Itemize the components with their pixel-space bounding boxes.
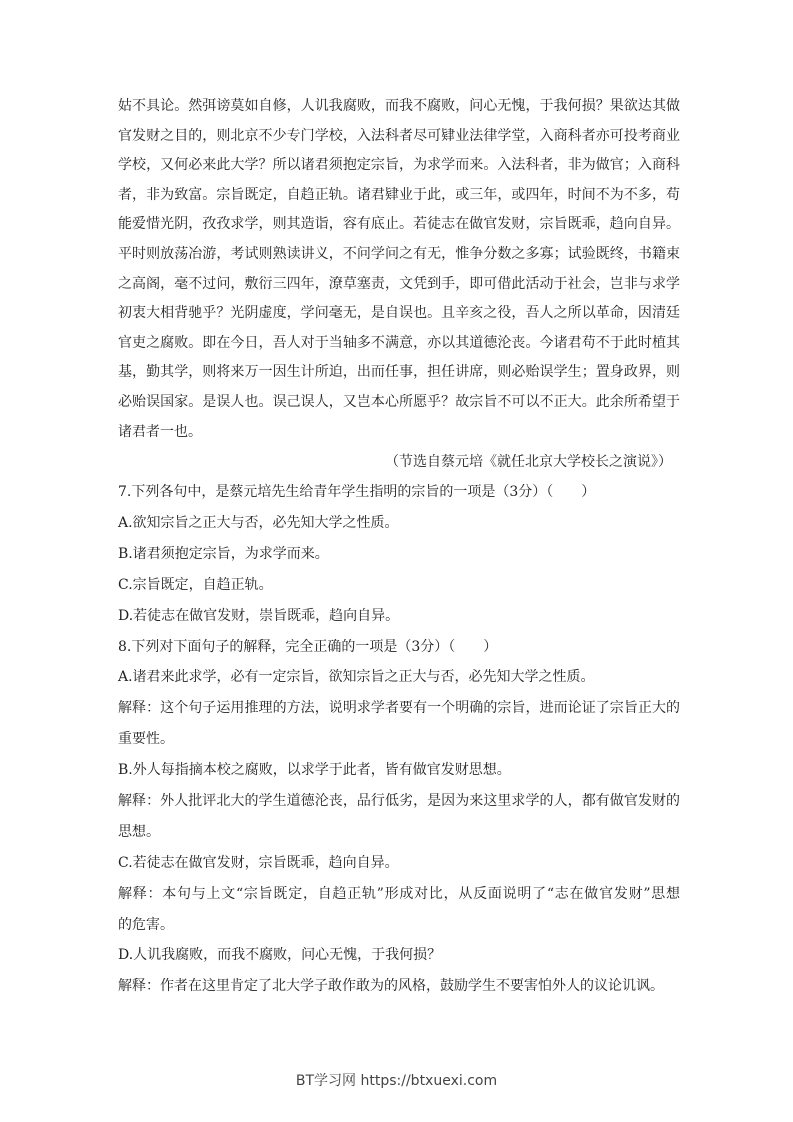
passage-source: （节选自蔡元培《就任北京大学校长之演说》） [385, 454, 672, 471]
passage-line: 者，非为致富。宗旨既定，自趋正轨。诸君肄业于此，或三年，或四年，时间不为不多，苟 [118, 186, 680, 203]
explanation: 解释：本句与上文“宗旨既定，自趋正轨”形成对比，从反面说明了“志在做官发财”思想 [118, 885, 680, 902]
passage-line: 平时则放荡冶游，考试则熟读讲义，不问学问之有无，惟争分数之多寡；试验既终，书籍束 [118, 245, 680, 262]
explanation: 重要性。 [118, 731, 174, 748]
passage-line: 初衷大相背驰乎？光阴虚度，学问毫无，是自误也。且辛亥之役，吾人之所以革命，因清廷 [118, 305, 680, 322]
footer-watermark: BT学习网 https://btxuexi.com [295, 1073, 498, 1089]
explanation: 的危害。 [118, 916, 174, 933]
explanation: 思想。 [118, 823, 160, 840]
option-d: D.若徒志在做官发财，崇旨既乖，趋向自异。 [118, 607, 400, 624]
passage-line: 官吏之腐败。即在今日，吾人对于当轴多不满意，亦以其道德沦丧。今诸君苟不于此时植其 [118, 334, 680, 351]
passage-line: 之高阁，毫不过问，敷衍三四年，潦草塞责，文凭到手，即可借此活动于社会，岂非与求学 [118, 275, 680, 292]
explanation: 解释：这个句子运用推理的方法，说明求学者要有一个明确的宗旨，进而论证了宗旨正大的 [118, 700, 680, 717]
passage [118, 92, 680, 447]
passage-line: 学校，又何必来此大学？所以诸君须抱定宗旨，为求学而来。入法科者，非为做官；入商科 [118, 157, 680, 174]
document-body [118, 92, 680, 1002]
option-d: D.人讥我腐败，而我不腐败，问心无愧，于我何损？ [118, 947, 442, 964]
option-b: B.外人每指摘本校之腐败，以求学于此者，皆有做官发财思想。 [118, 762, 511, 779]
option-a: A.欲知宗旨之正大与否，必先知大学之性质。 [118, 515, 399, 532]
explanation: 解释：外人批评北大的学生道德沦丧，品行低劣，是因为来这里求学的人，都有做官发财的 [118, 793, 680, 810]
passage-line: 诸君者一也。 [118, 423, 202, 440]
passage-line: 能爱惜光阴，孜孜求学，则其造诣，容有底止。若徒志在做官发财，宗旨既乖，趋向自异。 [118, 216, 680, 233]
passage-line: 姑不具论。然弭谤莫如自修，人讥我腐败，而我不腐败，问心无愧，于我何损？果欲达其做 [118, 98, 680, 114]
passage-line: 必贻误国家。是误人也。误己误人，又岂本心所愿乎？故宗旨不可以不正大。此余所希望于 [118, 393, 680, 410]
questions [118, 477, 680, 1002]
passage-line: 基，勤其学，则将来万一因生计所迫，出而任事，担任讲席，则必贻误学生；置身政界，则 [118, 364, 680, 381]
passage-line: 官发财之目的，则北京不少专门学校，入法科者尽可肄业法律学堂，入商科者亦可投考商业 [118, 127, 680, 144]
explanation: 解释：作者在这里肯定了北大学子敢作敢为的风格，鼓励学生不要害怕外人的议论讥讽。 [118, 978, 664, 995]
option-c: C.宗旨既定，自趋正轨。 [118, 576, 273, 593]
question-7: 7.下列各句中，是蔡元培先生给青年学生指明的宗旨的一项是（3分）（ ） [118, 484, 596, 501]
question-8: 8.下列对下面句子的解释，完全正确的一项是（3分）（ ） [118, 638, 498, 655]
option-a: A.诸君来此求学，必有一定宗旨，欲知宗旨之正大与否，必先知大学之性质。 [118, 669, 595, 686]
option-b: B.诸君须抱定宗旨，为求学而来。 [118, 545, 329, 562]
option-c: C.若徒志在做官发财，宗旨既乖，趋向自异。 [118, 854, 399, 871]
